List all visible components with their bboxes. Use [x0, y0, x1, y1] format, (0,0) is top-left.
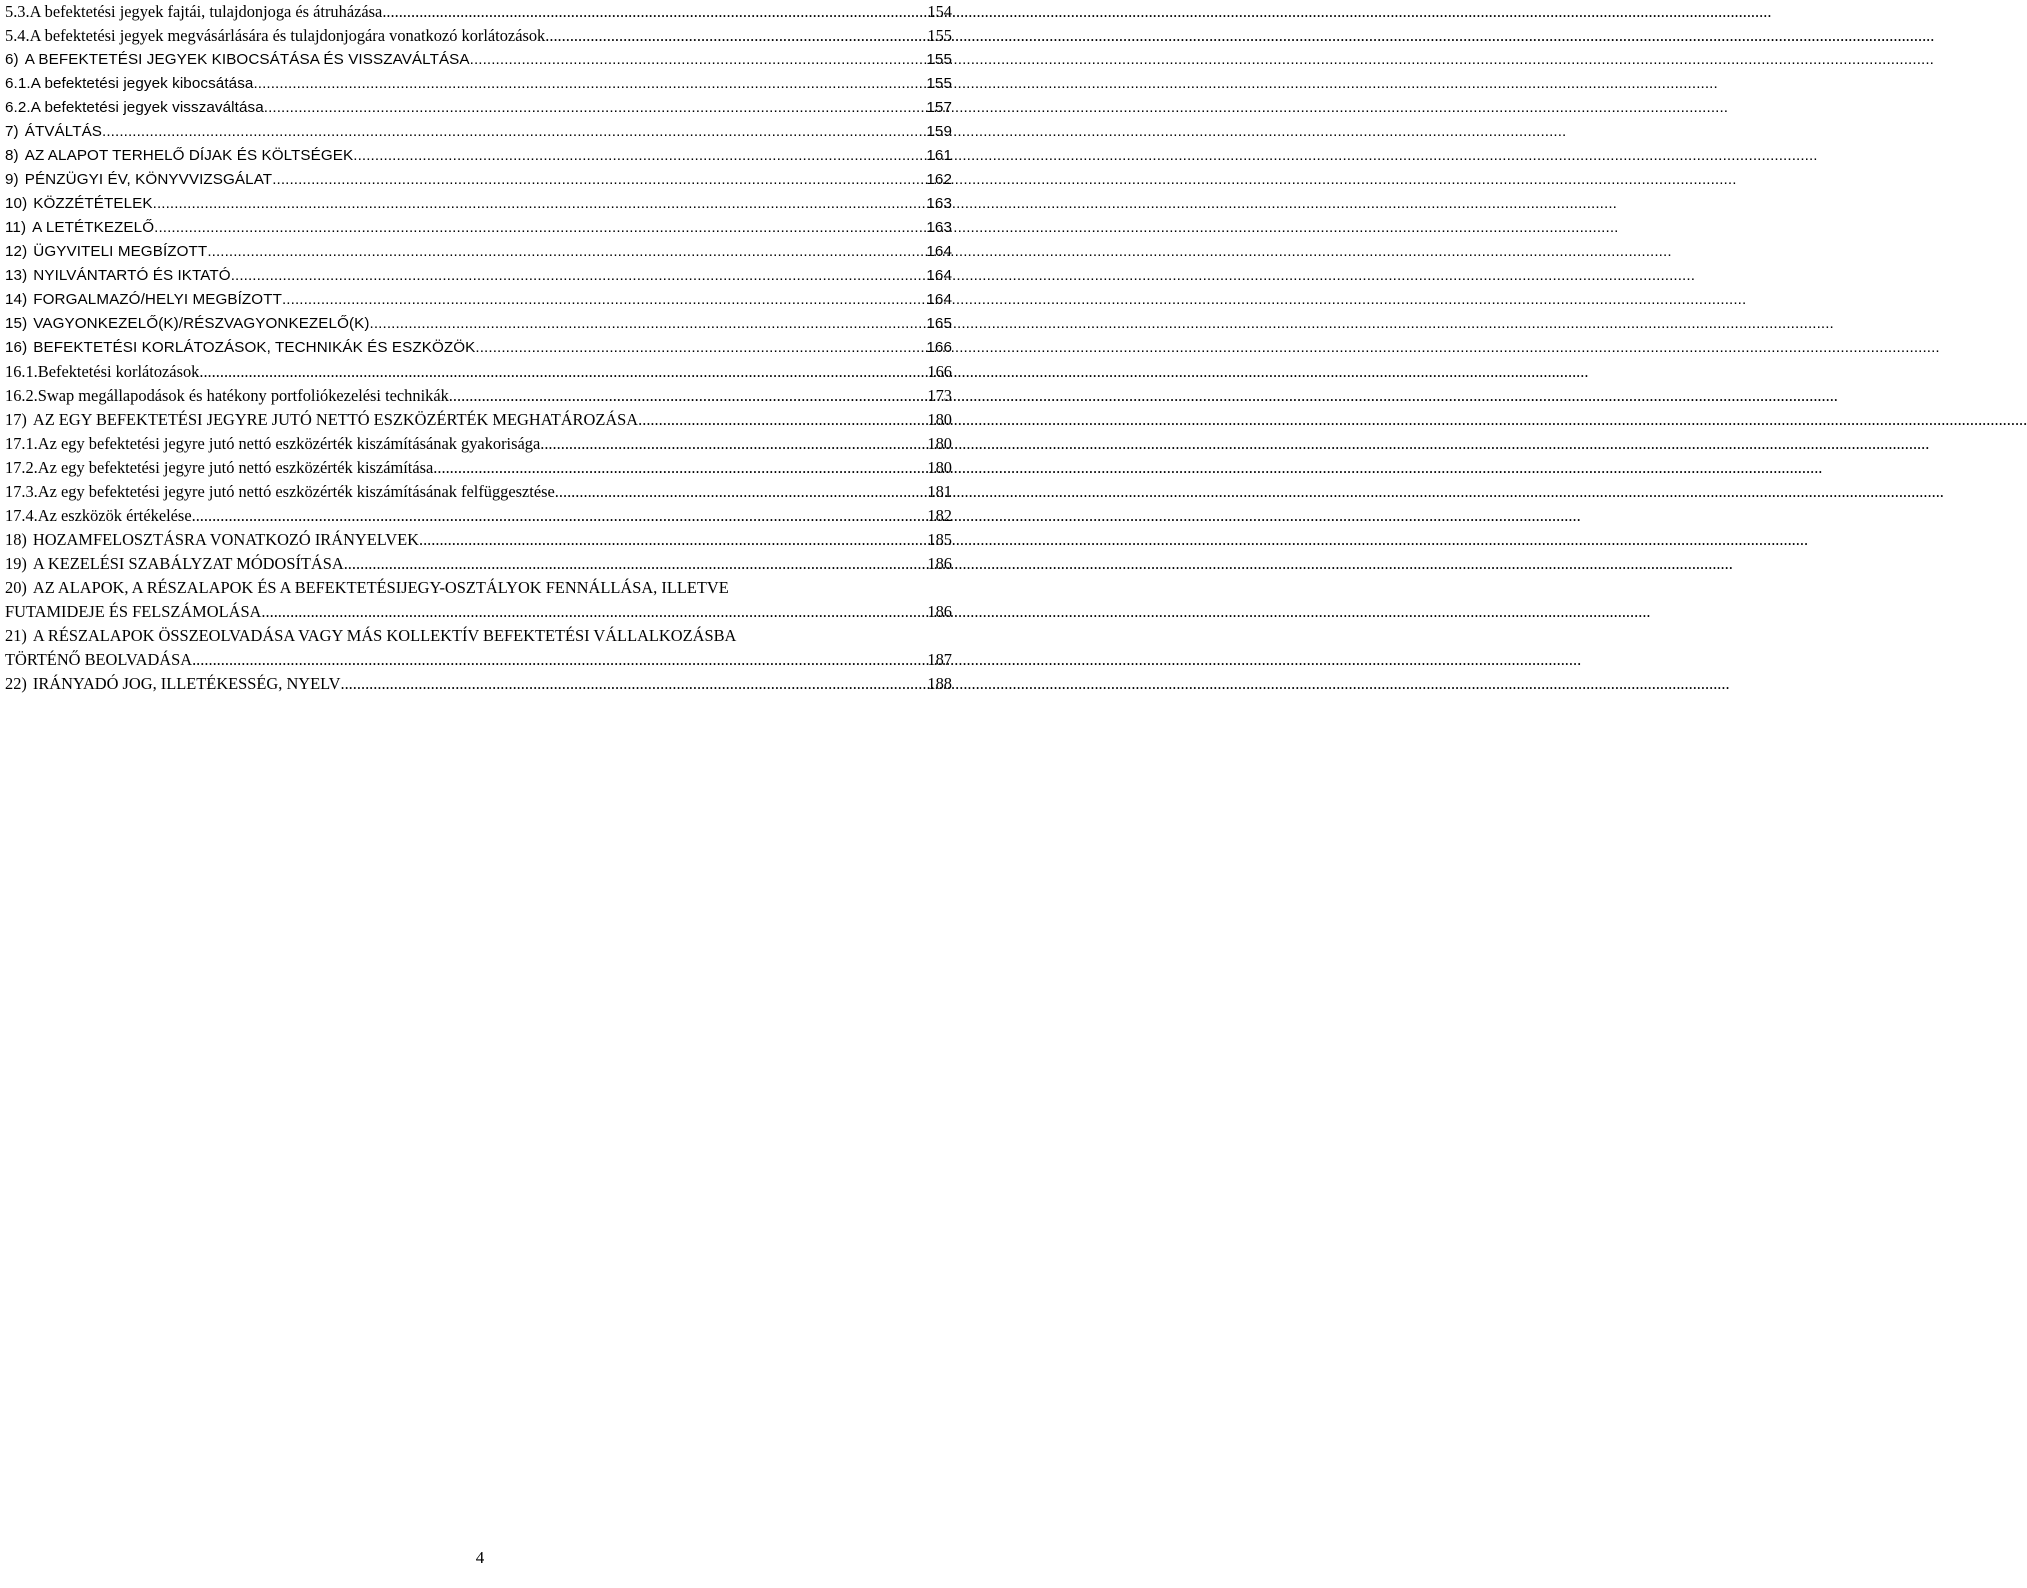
toc-entry-page: 187 — [927, 650, 952, 669]
table-of-contents — [5, 0, 952, 696]
toc-entry-page: 157 — [926, 99, 952, 116]
toc-entry-number: 12) — [5, 243, 28, 260]
toc-entry-number: 19) — [5, 554, 27, 573]
toc-entry-page: 166 — [927, 362, 952, 381]
toc-entry[interactable] — [5, 408, 952, 432]
toc-entry[interactable] — [5, 288, 952, 312]
toc-entry-title: Swap megállapodások és hatékony portfoliókezelési technikák — [37, 386, 449, 405]
toc-entry-page: 155 — [926, 75, 952, 92]
toc-entry-title: BEFEKTETÉSI KORLÁTOZÁSOK, TECHNIKÁK ÉS ESZKÖZÖK — [33, 339, 476, 356]
toc-entry-number: 7) — [5, 123, 19, 140]
toc-entry-number: 21) — [5, 626, 27, 645]
toc-entry-title: AZ EGY BEFEKTETÉSI JEGYRE JUTÓ NETTÓ ESZKÖZÉRTÉK MEGHATÁROZÁSA — [32, 410, 639, 429]
toc-entry-number: 18) — [5, 530, 27, 549]
toc-entry-number: 16.1. — [5, 362, 38, 381]
toc-entry-page: 163 — [926, 195, 952, 212]
toc-entry-page: 162 — [926, 171, 952, 188]
toc-entry[interactable] — [5, 312, 952, 336]
toc-entry[interactable] — [5, 504, 952, 528]
toc-entry[interactable] — [5, 72, 952, 96]
toc-entry-line — [5, 624, 952, 648]
toc-entry-title: A befektetési jegyek fajtái, tulajdonjoga és átruházása — [29, 2, 383, 21]
toc-entry[interactable] — [5, 96, 952, 120]
toc-entry[interactable] — [5, 456, 952, 480]
toc-leader-dots — [154, 216, 924, 240]
toc-entry-number: 6.1. — [5, 75, 31, 92]
toc-entry[interactable] — [5, 336, 952, 360]
toc-entry-page: 161 — [926, 147, 952, 164]
toc-leader-dots — [207, 240, 924, 264]
toc-entry[interactable] — [5, 144, 952, 168]
toc-leader-dots — [153, 192, 925, 216]
toc-entry-number: 16) — [5, 339, 28, 356]
toc-leader-dots — [540, 432, 925, 456]
toc-entry-number: 5.3. — [5, 2, 30, 21]
toc-entry[interactable] — [5, 552, 952, 576]
toc-entry-line — [5, 576, 952, 600]
toc-entry[interactable] — [5, 216, 952, 240]
toc-entry-page: 180 — [927, 458, 952, 477]
toc-entry-title: NYILVÁNTARTÓ ÉS IKTATÓ — [33, 267, 231, 284]
toc-entry-title-continued: TÖRTÉNŐ BEOLVADÁSA — [5, 650, 193, 669]
toc-leader-dots — [253, 72, 924, 96]
toc-entry-page: 181 — [927, 482, 952, 501]
toc-entry-page: 185 — [927, 530, 952, 549]
toc-entry-title: AZ ALAPOK, A RÉSZALAPOK ÉS A BEFEKTETÉSIJEGY-OSZTÁLYOK FENNÁLLÁSA, ILLETVE — [32, 578, 729, 597]
toc-entry-number: 6.2. — [5, 99, 31, 116]
toc-entry-page: 173 — [927, 386, 952, 405]
toc-entry[interactable] — [5, 480, 952, 504]
toc-entry[interactable] — [5, 264, 952, 288]
toc-leader-dots — [470, 48, 925, 72]
toc-leader-dots — [192, 648, 925, 672]
toc-entry-line — [5, 600, 952, 624]
toc-entry-page: 166 — [926, 339, 952, 356]
toc-leader-dots — [475, 336, 924, 360]
toc-entry-title: Befektetési korlátozások — [37, 362, 200, 381]
toc-entry-page: 186 — [927, 602, 952, 621]
toc-entry-page: 180 — [927, 434, 952, 453]
toc-entry-title: PÉNZÜGYI ÉV, KÖNYVVIZSGÁLAT — [24, 171, 273, 188]
toc-leader-dots — [449, 384, 926, 408]
toc-entry-title: VAGYONKEZELŐ(K)/RÉSZVAGYONKEZELŐ(K) — [33, 315, 370, 332]
toc-entry[interactable] — [5, 240, 952, 264]
toc-entry-title: Az egy befektetési jegyre jutó nettó eszközérték kiszámításának felfüggesztése — [37, 482, 555, 501]
toc-entry-title: FORGALMAZÓ/HELYI MEGBÍZOTT — [33, 291, 282, 308]
toc-entry-title: IRÁNYADÓ JOG, ILLETÉKESSÉG, NYELV — [32, 674, 341, 693]
toc-entry-title: Az egy befektetési jegyre jutó nettó eszközérték kiszámításának gyakorisága — [37, 434, 541, 453]
toc-entry-page: 155 — [926, 51, 952, 68]
toc-entry-page: 164 — [926, 291, 952, 308]
toc-leader-dots — [370, 312, 925, 336]
toc-leader-dots — [344, 552, 926, 576]
toc-entry-page: 188 — [927, 674, 952, 693]
toc-leader-dots — [340, 672, 925, 696]
toc-entry-title: A BEFEKTETÉSI JEGYEK KIBOCSÁTÁSA ÉS VISSZAVÁLTÁSA — [24, 51, 470, 68]
toc-entry-page: 182 — [927, 506, 952, 525]
toc-entry-page: 159 — [926, 123, 952, 140]
toc-entry[interactable] — [5, 384, 952, 408]
toc-leader-dots — [282, 288, 924, 312]
toc-entry-title: A KEZELÉSI SZABÁLYZAT MÓDOSÍTÁSA — [32, 554, 344, 573]
toc-entry[interactable] — [5, 360, 952, 384]
toc-entry-number: 17.3. — [5, 482, 38, 501]
toc-entry[interactable] — [5, 672, 952, 696]
toc-entry-number: 16.2. — [5, 386, 38, 405]
toc-entry-number: 5.4. — [5, 26, 30, 45]
toc-entry-title: A RÉSZALAPOK ÖSSZEOLVADÁSA VAGY MÁS KOLLEKTÍV BEFEKTETÉSI VÁLLALKOZÁSBA — [32, 626, 737, 645]
toc-entry-number: 17.1. — [5, 434, 38, 453]
toc-entry-title: A befektetési jegyek kibocsátása — [30, 75, 254, 92]
toc-entry-multiline[interactable] — [5, 624, 952, 672]
toc-entry-page: 163 — [926, 219, 952, 236]
toc-entry[interactable] — [5, 192, 952, 216]
toc-entry-page: 164 — [926, 267, 952, 284]
toc-leader-dots — [102, 120, 924, 144]
toc-leader-dots — [555, 480, 926, 504]
toc-entry-title: KÖZZÉTÉTELEK — [33, 195, 153, 212]
toc-leader-dots — [638, 408, 925, 432]
toc-leader-dots — [264, 96, 925, 120]
toc-leader-dots — [192, 504, 926, 528]
toc-entry-number: 14) — [5, 291, 28, 308]
toc-entry-number: 8) — [5, 147, 19, 164]
toc-leader-dots — [272, 168, 924, 192]
toc-entry-page: 165 — [926, 315, 952, 332]
toc-entry-number: 20) — [5, 578, 27, 597]
toc-entry-number: 22) — [5, 674, 27, 693]
toc-entry-multiline[interactable] — [5, 576, 952, 624]
toc-leader-dots — [231, 264, 925, 288]
toc-entry-number: 9) — [5, 171, 19, 188]
toc-entry-number: 10) — [5, 195, 28, 212]
toc-entry[interactable] — [5, 432, 952, 456]
toc-entry-title: HOZAMFELOSZTÁSRA VONATKOZÓ IRÁNYELVEK — [32, 530, 419, 549]
toc-entry-number: 13) — [5, 267, 28, 284]
toc-entry-title: ÁTVÁLTÁS — [24, 123, 103, 140]
toc-entry[interactable] — [5, 48, 952, 72]
toc-entry-number: 11) — [5, 219, 27, 236]
toc-entry-page: 155 — [927, 26, 952, 45]
page-number: 4 — [475, 1548, 485, 1567]
toc-entry-number: 15) — [5, 315, 28, 332]
toc-leader-dots — [545, 24, 925, 48]
toc-entry-number: 6) — [5, 51, 19, 68]
toc-entry-title: A befektetési jegyek visszaváltása — [30, 99, 264, 116]
toc-leader-dots — [382, 0, 925, 24]
toc-entry-page: 164 — [926, 243, 952, 260]
toc-entry[interactable] — [5, 528, 952, 552]
toc-leader-dots — [199, 360, 925, 384]
toc-entry-page: 154 — [927, 2, 952, 21]
toc-entry[interactable] — [5, 0, 952, 24]
toc-entry[interactable] — [5, 120, 952, 144]
toc-entry-title: AZ ALAPOT TERHELŐ DÍJAK ÉS KÖLTSÉGEK — [24, 147, 354, 164]
toc-entry[interactable] — [5, 168, 952, 192]
toc-leader-dots — [353, 144, 924, 168]
toc-entry-line — [5, 648, 952, 672]
toc-entry-number: 17.2. — [5, 458, 38, 477]
toc-entry-title: Az egy befektetési jegyre jutó nettó eszközérték kiszámítása — [37, 458, 434, 477]
toc-leader-dots — [433, 456, 925, 480]
toc-entry-page: 186 — [927, 554, 952, 573]
toc-entry-title-continued: FUTAMIDEJE ÉS FELSZÁMOLÁSA — [5, 602, 262, 621]
toc-entry-title: A befektetési jegyek megvásárlására és tulajdonjogára vonatkozó korlátozások — [29, 26, 546, 45]
toc-leader-dots — [261, 600, 925, 624]
toc-entry-page: 180 — [927, 410, 952, 429]
toc-entry[interactable] — [5, 24, 952, 48]
toc-entry-number: 17.4. — [5, 506, 38, 525]
toc-entry-title: A LETÉTKEZELŐ — [32, 219, 155, 236]
toc-leader-dots — [419, 528, 925, 552]
toc-entry-title: ÜGYVITELI MEGBÍZOTT — [33, 243, 208, 260]
toc-entry-number: 17) — [5, 410, 27, 429]
toc-entry-title: Az eszközök értékelése — [37, 506, 192, 525]
